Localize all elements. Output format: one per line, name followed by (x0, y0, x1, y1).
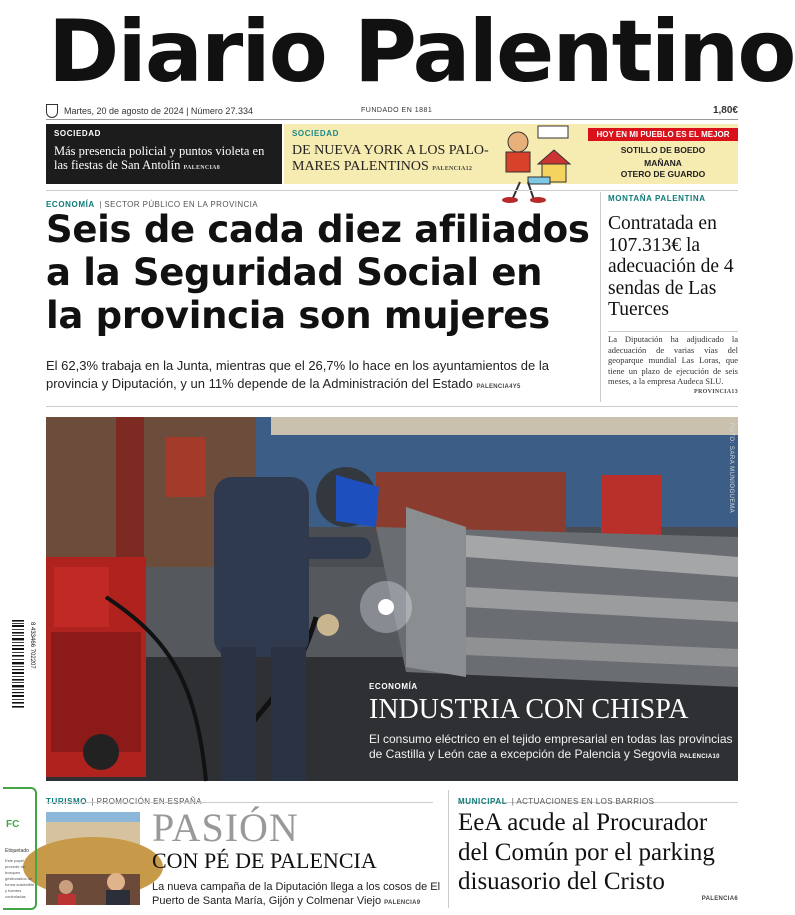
photo-section: ECONOMÍA (369, 682, 418, 691)
fiesta-line: MAÑANA (644, 158, 682, 168)
photo-caption (369, 682, 734, 765)
municipal-section-label: MUNICIPAL | ACTUACIONES EN LOS BARRIOS (458, 797, 655, 806)
lead-section-label: ECONOMÍA | SECTOR PÚBLICO EN LA PROVINCIA (46, 200, 259, 209)
turismo-subheadline[interactable]: CON PÉ DE PALENCIA (152, 848, 377, 873)
fiesta-illustration (498, 122, 590, 204)
promo-title: Más presencia policial y puntos violeta en las fiestas de San Antolín PALENCIA8 (54, 144, 265, 172)
fiesta-line: SOTILLO DE BOEDO (620, 145, 706, 155)
promo-title: DE NUEVA YORK A LOS PALO-MARES PALENTINOS PALENCIA12 (292, 143, 489, 174)
founded-note: FUNDADO EN 1881 (361, 107, 433, 114)
lead-headline[interactable]: Seis de cada diez afiliados a la Seguridad Social en la provincia son mujeres (46, 208, 590, 337)
side-headline[interactable]: Contratada en 107.313€ la adecuación de 4 sendas de Las Tuerces (608, 213, 734, 320)
page-ref: PALENCIA8 (183, 165, 221, 171)
fsc-text: Este papel procede de bosques gestionados de forma sostenible y fuentes controladas (5, 858, 35, 899)
divider (46, 190, 738, 191)
page-ref: PROVINCIA13 (694, 388, 738, 395)
photo-headline[interactable]: INDUSTRIA CON CHISPA (369, 694, 689, 725)
promo-section: SOCIEDAD (292, 129, 340, 138)
bullring-photo (46, 812, 140, 905)
side-summary: La Diputación ha adjudicado la adecuación de varias vías del geoparque mundial Las Loras, que tiene un plazo de ejecución de seis meses, a la empresa Audeca SLU. PROVINCIA13 (608, 331, 738, 397)
lead-photo[interactable] (46, 417, 738, 781)
fiesta-header: HOY EN MI PUEBLO ES EL MEJOR (588, 128, 738, 141)
turismo-summary: La nueva campaña de la Diputación llega a los cosos de El Puerto de Santa María, Gijón y Colmenar Viejo PALENCIA9 (152, 881, 441, 907)
divider (46, 406, 738, 407)
page-ref: PALENCIA4Y5 (476, 384, 521, 390)
fsc-logo: FC (6, 819, 20, 830)
turismo-headline[interactable]: PASIÓN (152, 805, 299, 850)
cover-price: 1,80€ (712, 105, 738, 116)
photo-summary: El consumo eléctrico en el tejido empresarial en todas las provincias de Castilla y León cae a excepción de Palencia y Segovia PALENCIA10 (369, 732, 733, 761)
fiesta-box[interactable] (588, 128, 738, 180)
promo-police-fiestas[interactable] (46, 124, 282, 184)
page-ref: PALENCIA12 (432, 166, 473, 172)
crest-icon (46, 104, 58, 118)
page-ref: PALENCIA6 (701, 896, 738, 902)
divider (46, 802, 433, 803)
municipal-headline[interactable]: EeA acude al Procurador del Común por el parking disuasorio del Cristo (458, 809, 715, 895)
issue-date: Martes, 20 de agosto de 2024 | Número 27.334 (64, 106, 253, 116)
barcode (12, 620, 34, 710)
masthead-title: Diario Palentino (48, 2, 795, 102)
photo-credit: FOTO: SARA MUNIOGUEMA (728, 423, 734, 514)
fsc-badge (3, 787, 37, 910)
dateline (46, 104, 738, 120)
fsc-title: Etiquetado (5, 848, 29, 854)
divider (600, 192, 601, 402)
page-ref: PALENCIA9 (384, 900, 421, 906)
divider (448, 790, 449, 908)
page-ref: PALENCIA10 (679, 754, 720, 760)
promo-section: SOCIEDAD (54, 129, 102, 138)
fiesta-line: OTERO DE GUARDO (620, 169, 706, 179)
lead-summary: El 62,3% trabaja en la Junta, mientras que el 26,7% lo hace en los ayuntamientos de la provincia y Diputación, y un 11% depende de la Administración del Estado PALENCIA4Y5 (46, 358, 549, 391)
barcode-digits: 8 433466 702207 (29, 622, 35, 669)
side-section-label: MONTAÑA PALENTINA (608, 194, 706, 203)
